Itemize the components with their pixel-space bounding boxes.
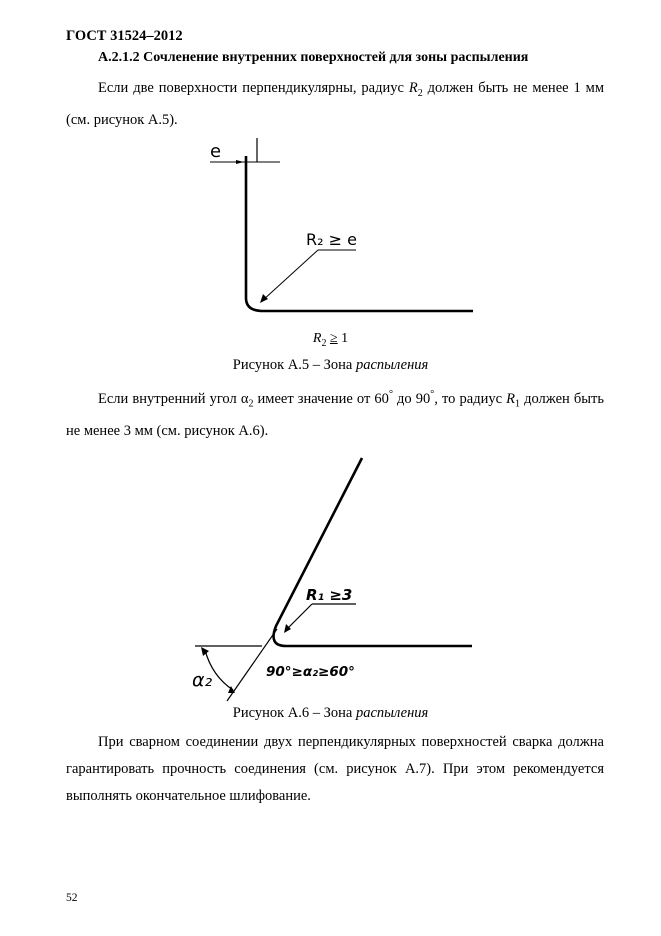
caption-text: Рисунок А.6 – Зона: [232, 705, 356, 721]
figure-a6-diagram: [0, 448, 661, 703]
degree-mark: °: [388, 389, 393, 400]
leader-line: [286, 604, 312, 630]
caption-italic: распыления: [355, 357, 429, 373]
radius-subscript: 1: [515, 398, 520, 410]
label-radius: R₁ ≥3: [306, 586, 353, 604]
label-angle-range: 90°≥α₂≥60°: [266, 664, 355, 680]
formula-subscript: 2: [321, 337, 327, 349]
figure-a6-caption: [0, 705, 661, 722]
figure-a5-caption: [0, 357, 661, 374]
radius-variable: R: [408, 80, 418, 96]
surface-profile: [274, 458, 472, 646]
caption-text: Рисунок А.5 – Зона: [232, 357, 356, 373]
formula-variable: R: [312, 331, 322, 346]
paragraph-text: имеет значение от 60: [253, 390, 389, 407]
formula-operator: ≥: [329, 331, 338, 346]
dimension-arrow: [236, 160, 244, 164]
radius-subscript: 2: [417, 87, 423, 99]
label-radius: R₂ ≥ e: [306, 230, 357, 249]
paragraph-text: должен быть не менее 1 мм (см. рисунок А.5).: [66, 80, 604, 128]
label-angle: α₂: [192, 669, 213, 691]
paragraph-radius-angle: [66, 382, 604, 444]
section-heading: A.2.1.2 Сочленение внутренних поверхностей для зоны распыления: [98, 50, 529, 65]
degree-mark: °: [430, 389, 435, 400]
document-code: ГОСТ 31524–2012: [66, 28, 183, 44]
page-number: 52: [66, 892, 78, 904]
label-e: e: [210, 141, 222, 162]
paragraph-text: Если две поверхности перпендикулярны, радиус: [98, 80, 409, 96]
radius-variable: R: [506, 390, 515, 407]
angle-subscript: 2: [248, 398, 254, 410]
figure-a5-formula: [0, 331, 661, 349]
paragraph-text: должен быть не менее 3 мм (см. рисунок А.6).: [66, 390, 604, 439]
angle-arrow: [201, 647, 209, 656]
paragraph-text: до 90: [392, 390, 431, 407]
leader-line: [262, 250, 318, 301]
formula-value: 1: [341, 331, 349, 346]
paragraph-text: Если внутренний угол α: [98, 390, 249, 407]
surface-profile: [246, 156, 473, 311]
paragraph-text: , то радиус: [434, 390, 507, 407]
caption-italic: распыления: [355, 705, 429, 721]
paragraph-radius-perpendicular: [66, 75, 604, 133]
leader-arrow: [260, 294, 268, 303]
paragraph-welding: При сварном соединении двух перпендикулярных поверхностей сварка должна гарантировать прочность соединения (см. рисунок А.7). При этом рекомендуется выполнять окончательное шлифование.: [66, 734, 604, 804]
figure-a5-diagram: [0, 130, 661, 330]
